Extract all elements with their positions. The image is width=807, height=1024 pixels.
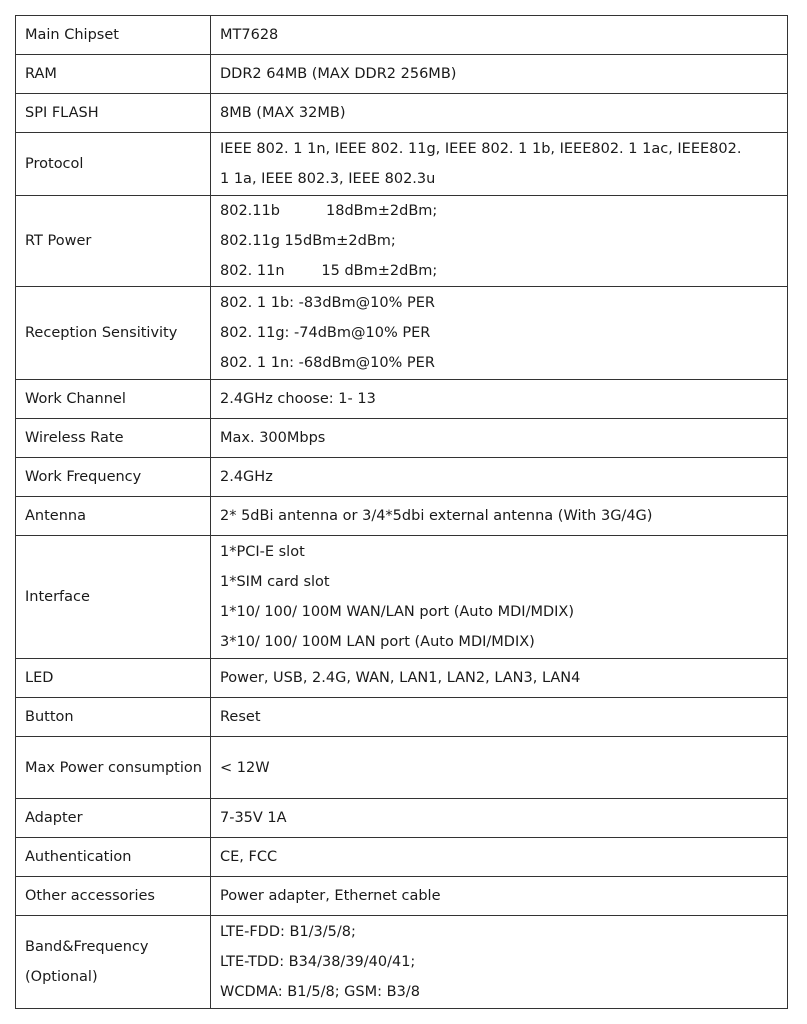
spec-row-antenna [16,497,788,536]
spec-label: Button [16,698,211,737]
spec-value-line: Power, USB, 2.4G, WAN, LAN1, LAN2, LAN3, LAN4 [220,670,581,686]
spec-row-wireless-rate [16,419,788,458]
spec-value [211,838,788,877]
spec-table [15,15,788,1009]
spec-value-line: 802. 1 1b: -83dBm@10% PER [220,295,435,311]
spec-row-protocol [16,133,788,196]
spec-value [211,133,788,196]
spec-label: Reception Sensitivity [16,287,211,380]
spec-value-line: WCDMA: B1/5/8; GSM: B3/8 [220,984,420,1000]
spec-row-ram [16,55,788,94]
spec-value-line: 2.4GHz [220,469,273,485]
spec-value [211,799,788,838]
spec-row-work-channel [16,380,788,419]
spec-label: Main Chipset [16,16,211,55]
spec-value [211,737,788,799]
spec-value-line: 802.11b 18dBm±2dBm; [220,203,438,219]
spec-label: Max Power consumption [16,737,211,799]
spec-label: RAM [16,55,211,94]
spec-label: SPI FLASH [16,94,211,133]
spec-value-line: CE, FCC [220,849,278,865]
spec-label: Protocol [16,133,211,196]
spec-value-line: Reset [220,709,261,725]
spec-row-button [16,698,788,737]
spec-label: Band&Frequency (Optional) [16,916,211,1009]
spec-value [211,458,788,497]
spec-value-line: IEEE 802. 1 1n, IEEE 802. 11g, IEEE 802. 1 1b, IEEE802. 1 1ac, IEEE802. [220,141,742,157]
spec-value-line: 1*SIM card slot [220,574,330,590]
spec-value-line: Max. 300Mbps [220,430,326,446]
spec-value-line: 7-35V 1A [220,810,287,826]
spec-table-body [16,16,788,1009]
spec-value-line: DDR2 64MB (MAX DDR2 256MB) [220,66,457,82]
spec-row-reception-sensitivity [16,287,788,380]
spec-value [211,196,788,287]
spec-value [211,380,788,419]
spec-value-line: 802.11g 15dBm±2dBm; [220,233,396,249]
spec-value-line: < 12W [220,759,270,776]
spec-value-line: 1*PCI-E slot [220,544,305,560]
spec-row-spi-flash [16,94,788,133]
spec-value-line: 802. 11n 15 dBm±2dBm; [220,263,438,279]
spec-value [211,877,788,916]
spec-value-line: 3*10/ 100/ 100M LAN port (Auto MDI/MDIX) [220,634,535,650]
spec-label: Work Frequency [16,458,211,497]
spec-value-line: 1*10/ 100/ 100M WAN/LAN port (Auto MDI/MDIX) [220,604,575,620]
spec-label: Other accessories [16,877,211,916]
spec-value [211,497,788,536]
spec-value [211,419,788,458]
spec-label: Authentication [16,838,211,877]
spec-value-line: Power adapter, Ethernet cable [220,888,441,904]
spec-label: Adapter [16,799,211,838]
spec-row-max-power-consumption [16,737,788,799]
spec-value [211,16,788,55]
spec-row-other-accessories [16,877,788,916]
spec-value [211,287,788,380]
spec-value-line: 1 1a, IEEE 802.3, IEEE 802.3u [220,171,436,187]
spec-value-line: 2.4GHz choose: 1- 13 [220,391,376,407]
spec-value-line: 2* 5dBi antenna or 3/4*5dbi external antenna (With 3G/4G) [220,508,653,524]
spec-label: Interface [16,536,211,659]
spec-label: Wireless Rate [16,419,211,458]
spec-value [211,916,788,1009]
spec-row-main-chipset [16,16,788,55]
spec-row-work-frequency [16,458,788,497]
spec-label: RT Power [16,196,211,287]
spec-label: LED [16,659,211,698]
spec-label: Work Channel [16,380,211,419]
spec-row-adapter [16,799,788,838]
spec-value [211,55,788,94]
spec-value-line: 8MB (MAX 32MB) [220,105,346,121]
spec-value [211,536,788,659]
spec-row-rt-power [16,196,788,287]
spec-row-authentication [16,838,788,877]
spec-row-led [16,659,788,698]
spec-value-line: LTE-FDD: B1/3/5/8; [220,924,356,940]
spec-value-line: LTE-TDD: B34/38/39/40/41; [220,954,416,970]
spec-value-line: 802. 11g: -74dBm@10% PER [220,325,431,341]
spec-value-line: MT7628 [220,27,279,43]
spec-value-line: 802. 1 1n: -68dBm@10% PER [220,355,435,371]
spec-row-interface [16,536,788,659]
spec-value [211,94,788,133]
spec-label: Antenna [16,497,211,536]
spec-row-band-frequency [16,916,788,1009]
spec-value [211,698,788,737]
spec-value [211,659,788,698]
